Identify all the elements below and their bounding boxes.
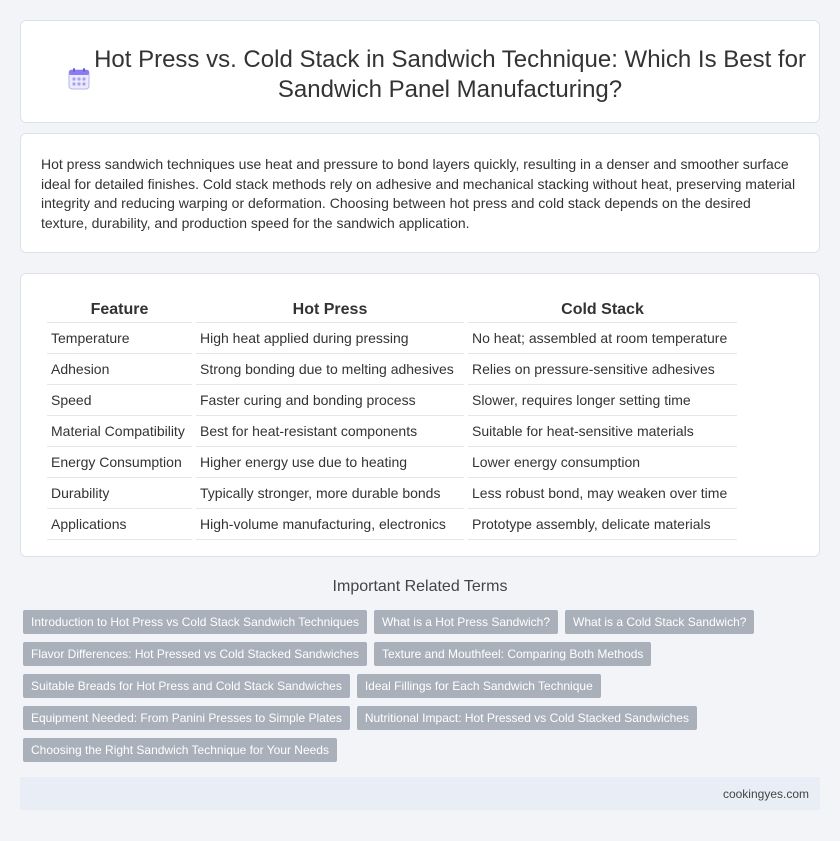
column-header-cold-stack: Cold Stack (468, 293, 737, 323)
intro-paragraph: Hot press sandwich techniques use heat and pressure to bond layers quickly, resulting in a denser and smoother surface ideal for detailed finishes. Cold stack methods rely on adhesive and mechanical stacking without heat, preserving material integrity and reducing warping or deformation. Choosing between hot press and cold stack depends on the desired texture, durability, and production speed for the sandwich application. (41, 156, 796, 231)
column-header-feature: Feature (47, 293, 192, 323)
table-cell-hot-press: Higher energy use due to heating (196, 447, 464, 478)
related-term-tag[interactable]: What is a Cold Stack Sandwich? (565, 610, 754, 634)
table-cell-hot-press: Typically stronger, more durable bonds (196, 478, 464, 509)
table-cell-feature: Applications (47, 509, 192, 540)
related-term-tag[interactable]: Suitable Breads for Hot Press and Cold Stack Sandwiches (23, 674, 350, 698)
related-term-tag[interactable]: Texture and Mouthfeel: Comparing Both Methods (374, 642, 651, 666)
table-cell-feature: Temperature (47, 323, 192, 354)
table-cell-cold-stack: Slower, requires longer setting time (468, 385, 737, 416)
table-row (47, 447, 737, 478)
table-cell-cold-stack: Prototype assembly, delicate materials (468, 509, 737, 540)
table-cell-hot-press: Strong bonding due to melting adhesives (196, 354, 464, 385)
related-term-tag[interactable]: Introduction to Hot Press vs Cold Stack Sandwich Techniques (23, 610, 367, 634)
table-cell-hot-press: Best for heat-resistant components (196, 416, 464, 447)
related-term-tag[interactable]: Choosing the Right Sandwich Technique for Your Needs (23, 738, 337, 762)
table-cell-hot-press: Faster curing and bonding process (196, 385, 464, 416)
footer-site-name[interactable]: cookingyes.com (722, 787, 809, 801)
table-header-row (47, 293, 737, 323)
table-cell-feature: Material Compatibility (47, 416, 192, 447)
table-cell-feature: Durability (47, 478, 192, 509)
table-cell-cold-stack: Relies on pressure-sensitive adhesives (468, 354, 737, 385)
table-row (47, 354, 737, 385)
related-term-tag[interactable]: Ideal Fillings for Each Sandwich Technique (357, 674, 601, 698)
table-row (47, 323, 737, 354)
table-cell-hot-press: High heat applied during pressing (196, 323, 464, 354)
table-row (47, 478, 737, 509)
related-term-tag[interactable]: Equipment Needed: From Panini Presses to Simple Plates (23, 706, 350, 730)
footer (20, 777, 820, 810)
table-cell-feature: Energy Consumption (47, 447, 192, 478)
related-term-tag[interactable]: Flavor Differences: Hot Pressed vs Cold Stacked Sandwiches (23, 642, 367, 666)
related-term-tag[interactable]: What is a Hot Press Sandwich? (374, 610, 558, 634)
table-cell-feature: Speed (47, 385, 192, 416)
comparison-table (43, 293, 741, 540)
intro-card (20, 133, 820, 253)
column-header-hot-press: Hot Press (196, 293, 464, 323)
title-card (20, 20, 820, 123)
table-cell-hot-press: High-volume manufacturing, electronics (196, 509, 464, 540)
page-title: Hot Press vs. Cold Stack in Sandwich Technique: Which Is Best for Sandwich Panel Manufacturing? (94, 46, 806, 103)
table-cell-cold-stack: Lower energy consumption (468, 447, 737, 478)
table-cell-feature: Adhesion (47, 354, 192, 385)
related-term-tag[interactable]: Nutritional Impact: Hot Pressed vs Cold Stacked Sandwiches (357, 706, 697, 730)
table-cell-cold-stack: No heat; assembled at room temperature (468, 323, 737, 354)
table-cell-cold-stack: Less robust bond, may weaken over time (468, 478, 737, 509)
table-row (47, 509, 737, 540)
related-terms-heading: Important Related Terms (332, 578, 508, 595)
table-cell-cold-stack: Suitable for heat-sensitive materials (468, 416, 737, 447)
related-terms-list (23, 610, 803, 762)
table-row (47, 416, 737, 447)
comparison-card (20, 273, 820, 557)
table-row (47, 385, 737, 416)
